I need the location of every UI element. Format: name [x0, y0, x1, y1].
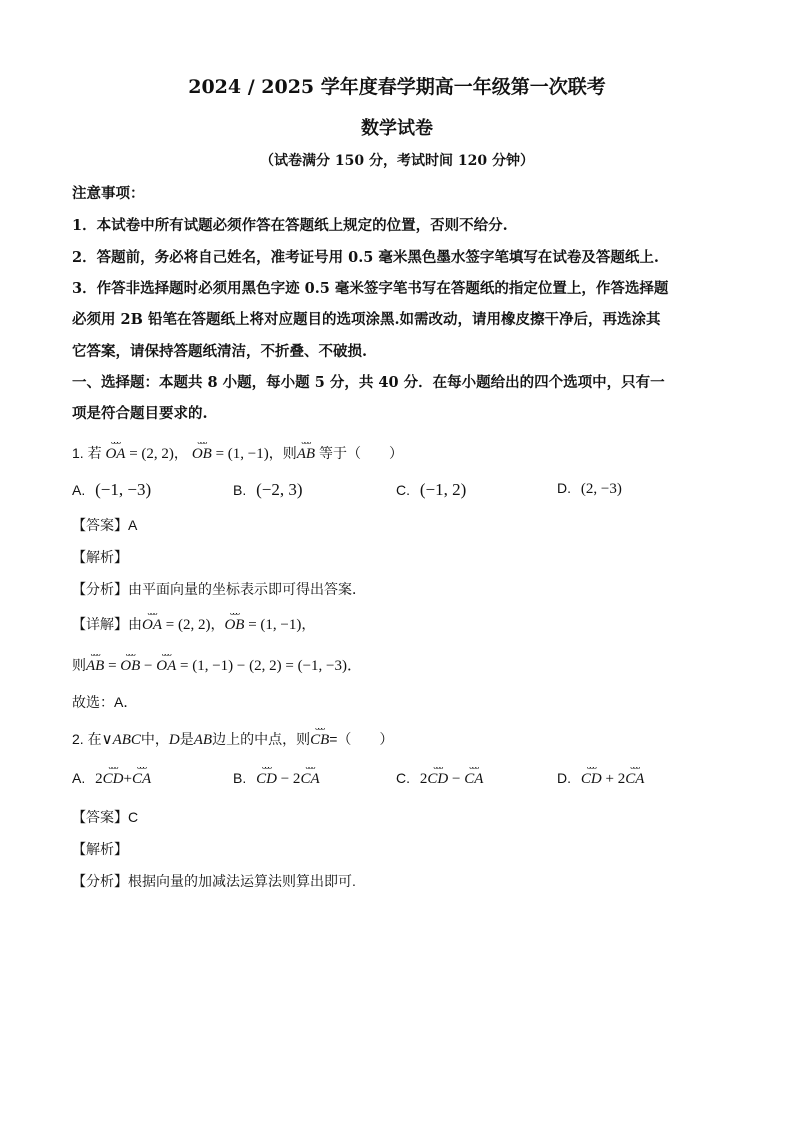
notice-item-1: 1．本试卷中所有试题必须作答在答题纸上规定的位置，否则不给分. — [72, 217, 508, 234]
vector-ca: ᴗᴗᴗ CA — [625, 771, 644, 788]
shi-word: 是 — [179, 731, 194, 747]
option-d-value: (2, −3) — [580, 481, 622, 497]
vector-ob: ᴗᴗᴗ OB — [192, 446, 212, 463]
question-2-answer — [72, 807, 138, 827]
notice-item-3-line-2: 必须用 2B 铅笔在答题纸上将对应题目的选项涂黑.如需改动，请用橡皮擦干净后，再选涂其 — [72, 311, 661, 328]
coefficient: 2 — [95, 771, 103, 787]
question-1-option-b — [233, 480, 303, 500]
vector-ab: ᴗᴗᴗ AB — [297, 446, 315, 463]
vector-ab: ᴗᴗᴗ AB — [86, 658, 104, 675]
answer-tag: 【答案】 — [72, 809, 128, 825]
question-1-number: 1. 若 — [72, 445, 102, 461]
question-2-analysis-tag: 【解析】 — [72, 841, 128, 857]
section-heading-line-1: 一、选择题：本题共 8 小题，每小题 5 分，共 40 分．在每小题给出的四个选项中，只有一 — [72, 374, 665, 391]
fenxi-text: 由平面向量的坐标表示即可得出答案． — [128, 581, 366, 597]
separator: ， — [173, 445, 188, 461]
question-1-option-d — [557, 480, 622, 498]
answer-value: C — [128, 809, 139, 825]
question-1-fenxi — [72, 579, 366, 599]
question-2-fenxi — [72, 871, 356, 891]
question-1-option-c — [396, 480, 466, 500]
vector-ob-value: = (1, −1) — [215, 446, 269, 462]
vector-oa-value: = (2, 2) — [129, 446, 174, 462]
subject-title: 数学试卷 — [361, 118, 433, 139]
vector-cd: ᴗᴗᴗ CD — [103, 771, 124, 788]
vector-oa: ᴗᴗᴗ OA — [105, 446, 125, 463]
question-1-conclusion: 故选：A． — [72, 694, 138, 710]
question-2-rest: 边上的中点，则 — [212, 731, 311, 747]
vector-ca: ᴗᴗᴗ CA — [132, 771, 151, 788]
question-2-stem — [72, 729, 393, 749]
question-2-option-b — [233, 770, 320, 788]
vector-cd: ᴗᴗᴗ CD — [256, 771, 277, 788]
notice-item-3-line-1: 3．作答非选择题时必须用黑色字迹 0.5 毫米签字笔书写在答题纸的指定位置上，作答选择题 — [72, 280, 669, 297]
question-1-stem — [72, 443, 403, 463]
option-c-label: C. — [396, 482, 410, 498]
question-1-ask: 等于（ ） — [318, 445, 403, 461]
option-a-label: A. — [72, 770, 86, 786]
question-1-xiangjie — [72, 614, 315, 634]
vector-ca: ᴗᴗᴗ CA — [464, 771, 483, 788]
option-b-label: B. — [233, 770, 247, 786]
vector-cd: ᴗᴗᴗ CD — [427, 771, 448, 788]
question-2-option-c — [396, 770, 483, 788]
exam-title: 2024 / 2025 学年度春学期高一年级第一次联考 — [188, 76, 606, 98]
option-c-value: (−1, 2) — [419, 480, 467, 499]
question-1-analysis-tag: 【解析】 — [72, 549, 128, 565]
vector-ob: ᴗᴗᴗ OB — [224, 617, 244, 634]
coefficient: 2 — [419, 771, 428, 787]
separator: ， — [301, 616, 316, 632]
question-2-ask: =（ ） — [329, 731, 394, 747]
question-2-option-d — [557, 770, 644, 788]
triangle-abc: ABC — [112, 732, 141, 748]
option-a-value: (−1, −3) — [95, 480, 152, 499]
notice-item-3-line-3: 它答案，请保持答题纸清洁，不折叠、不破损. — [72, 343, 368, 360]
equals-sign: = — [108, 658, 117, 674]
exam-note: （试卷满分 150 分，考试时间 120 分钟） — [260, 153, 534, 169]
triangle-symbol: ∨ — [101, 732, 113, 748]
xiangjie-tag: 【详解】 — [72, 616, 128, 632]
vector-cb: ᴗᴗᴗ CB — [310, 732, 329, 749]
fenxi-text: 根据向量的加减法运算法则算出即可. — [128, 873, 356, 889]
fenxi-tag: 【分析】 — [72, 873, 128, 889]
section-heading-line-2: 项是符合题目要求的. — [72, 405, 208, 422]
question-2-number: 2. 在 — [72, 731, 102, 747]
point-d: D — [168, 732, 180, 748]
question-1-derivation — [72, 654, 362, 675]
option-b-value: (−2, 3) — [256, 480, 303, 499]
xiangjie-you: 由 — [128, 616, 142, 632]
segment-ab: AB — [193, 732, 213, 748]
operator: − — [451, 771, 461, 787]
answer-tag: 【答案】 — [72, 517, 128, 533]
answer-value: A — [128, 517, 138, 533]
option-c-label: C. — [396, 770, 410, 786]
zhong-word: 中， — [140, 731, 169, 747]
vector-ob-value: = (1, −1) — [248, 617, 302, 633]
separator: ， — [210, 616, 225, 632]
vector-oa: ᴗᴗᴗ OA — [142, 617, 162, 634]
option-d-label: D. — [557, 480, 571, 496]
operator: + 2 — [605, 771, 626, 787]
question-2-option-a — [72, 770, 151, 788]
derivation-result: = (1, −1) − (2, 2) = (−1, −3)． — [180, 658, 362, 674]
option-d-label: D. — [557, 770, 571, 786]
vector-oa: ᴗᴗᴗ OA — [156, 658, 176, 675]
ze-word: 则 — [72, 657, 86, 673]
option-b-label: B. — [233, 482, 247, 498]
option-a-label: A. — [72, 482, 86, 498]
vector-oa-value: = (2, 2) — [165, 617, 211, 633]
then-word: ，则 — [268, 445, 297, 461]
vector-ob: ᴗᴗᴗ OB — [120, 658, 140, 675]
notice-heading: 注意事项： — [72, 185, 145, 202]
operator: + — [123, 771, 132, 787]
question-1-answer — [72, 515, 137, 535]
minus-sign: − — [144, 658, 153, 674]
notice-item-2: 2．答题前，务必将自己姓名，准考证号用 0.5 毫米黑色墨水签字笔填写在试卷及答题纸上. — [72, 249, 659, 266]
fenxi-tag: 【分析】 — [72, 581, 128, 597]
vector-cd: ᴗᴗᴗ CD — [581, 771, 602, 788]
question-1-option-a — [72, 480, 151, 500]
operator: − 2 — [280, 771, 301, 787]
vector-ca: ᴗᴗᴗ CA — [300, 771, 319, 788]
